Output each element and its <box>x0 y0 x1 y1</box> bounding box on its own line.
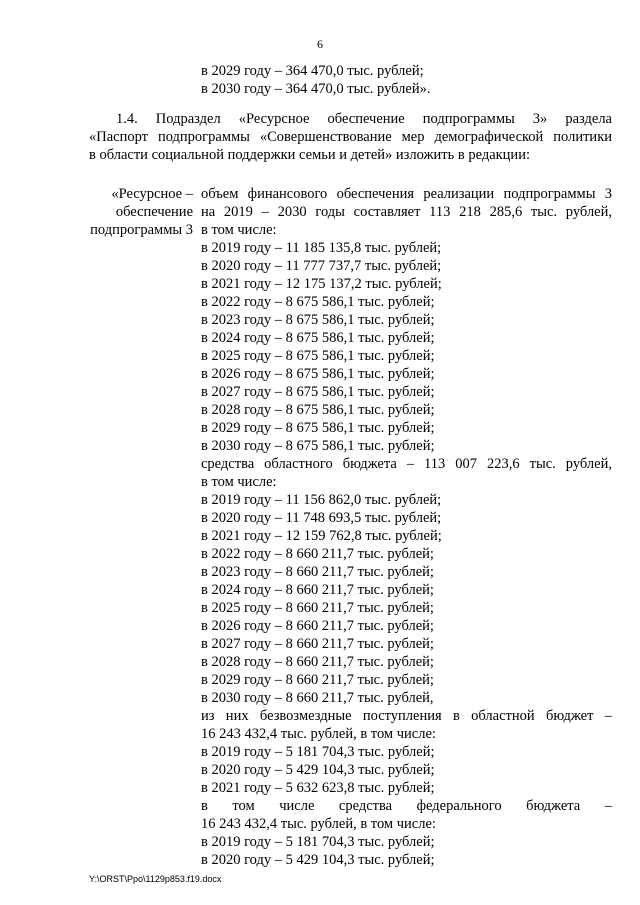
table-content-line: 16 243 432,4 тыс. рублей, в том числе: <box>201 726 436 742</box>
table-content-line: в 2020 году – 11 777 737,7 тыс. рублей; <box>201 258 442 274</box>
table-content-line: в 2029 году – 8 675 586,1 тыс. рублей; <box>201 420 435 436</box>
section-paragraph-line: «Паспорт подпрограммы «Совершенствование мер демографической политики <box>89 129 612 145</box>
table-content-line: в 2021 году – 5 632 623,8 тыс. рублей; <box>201 780 435 796</box>
table-content-line: в 2019 году – 5 181 704,3 тыс. рублей; <box>201 744 435 760</box>
table-content-line: в 2027 году – 8 660 211,7 тыс. рублей; <box>201 636 434 652</box>
table-content-line: объем финансового обеспечения реализации подпрограммы 3 <box>201 186 612 202</box>
section-paragraph-line: в области социальной поддержки семьи и детей» изложить в редакции: <box>89 147 530 163</box>
table-content-line: в 2028 году – 8 675 586,1 тыс. рублей; <box>201 402 435 418</box>
intro-line: в 2029 году – 364 470,0 тыс. рублей; <box>201 63 424 79</box>
table-content-line: в 2029 году – 8 660 211,7 тыс. рублей; <box>201 672 434 688</box>
table-content-line: в 2030 году – 8 675 586,1 тыс. рублей; <box>201 438 435 454</box>
table-content-line: в 2025 году – 8 660 211,7 тыс. рублей; <box>201 600 434 616</box>
table-content-line: в 2024 году – 8 675 586,1 тыс. рублей; <box>201 330 435 346</box>
table-label-column <box>89 185 193 239</box>
table-content-line: в 2021 году – 12 159 762,8 тыс. рублей; <box>201 528 442 544</box>
table-content-column <box>201 185 612 869</box>
section-paragraph-line: 1.4. Подраздел «Ресурсное обеспечение подпрограммы 3» раздела <box>116 111 612 127</box>
table-content-line: в 2019 году – 11 156 862,0 тыс. рублей; <box>201 492 442 508</box>
table-content-line: 16 243 432,4 тыс. рублей, в том числе: <box>201 816 436 832</box>
table-content-line: в 2025 году – 8 675 586,1 тыс. рублей; <box>201 348 435 364</box>
table-content-line: в 2022 году – 8 660 211,7 тыс. рублей; <box>201 546 434 562</box>
table-content-line: в 2023 году – 8 675 586,1 тыс. рублей; <box>201 312 435 328</box>
table-content-line: в 2030 году – 8 660 211,7 тыс. рублей, <box>201 690 434 706</box>
section-paragraph <box>89 110 612 164</box>
table-content-line: в 2027 году – 8 675 586,1 тыс. рублей; <box>201 384 435 400</box>
table-label-line: обеспечение <box>115 204 193 220</box>
table-content-line: в том числе: <box>201 222 277 238</box>
table-content-line: в 2028 году – 8 660 211,7 тыс. рублей; <box>201 654 434 670</box>
table-content-line: в 2024 году – 8 660 211,7 тыс. рублей; <box>201 582 434 598</box>
table-content-line: в 2020 году – 5 429 104,3 тыс. рублей; <box>201 762 435 778</box>
table-content-line: на 2019 – 2030 годы составляет 113 218 285,6 тыс. рублей, <box>201 204 612 220</box>
table-content-line: в 2023 году – 8 660 211,7 тыс. рублей; <box>201 564 434 580</box>
intro-line: в 2030 году – 364 470,0 тыс. рублей». <box>201 81 431 97</box>
table-label-line: «Ресурсное – <box>111 186 193 202</box>
table-content-line: в 2019 году – 5 181 704,3 тыс. рублей; <box>201 834 435 850</box>
table-content-line: из них безвозмездные поступления в областной бюджет – <box>201 708 612 724</box>
footer-file-path: Y:\ORST\Ppo\1129p853.f19.docx <box>89 874 222 884</box>
intro-lines <box>201 62 430 98</box>
table-content-line: средства областного бюджета – 113 007 223,6 тыс. рублей, <box>201 456 612 472</box>
table-content-line: в том числе: <box>201 474 277 490</box>
table-content-line: в 2020 году – 11 748 693,5 тыс. рублей; <box>201 510 442 526</box>
table-content-line: в 2026 году – 8 660 211,7 тыс. рублей; <box>201 618 434 634</box>
table-content-line: в 2021 году – 12 175 137,2 тыс. рублей; <box>201 276 442 292</box>
table-content-line: в 2022 году – 8 675 586,1 тыс. рублей; <box>201 294 435 310</box>
table-label-line: подпрограммы 3 <box>90 222 193 238</box>
table-content-line: в том числе средства федерального бюджета – <box>201 798 612 814</box>
table-content-line: в 2019 году – 11 185 135,8 тыс. рублей; <box>201 240 442 256</box>
page-number: 6 <box>317 37 323 51</box>
table-content-line: в 2020 году – 5 429 104,3 тыс. рублей; <box>201 852 435 868</box>
table-content-line: в 2026 году – 8 675 586,1 тыс. рублей; <box>201 366 435 382</box>
